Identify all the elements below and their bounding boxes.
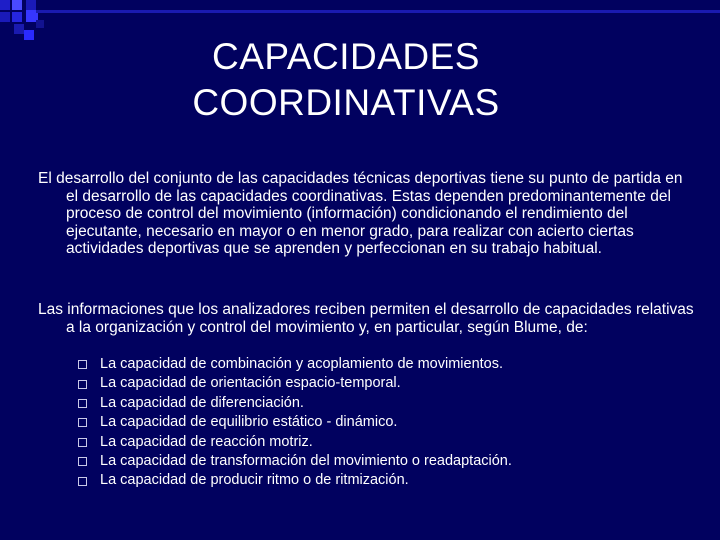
top-divider-line (36, 10, 720, 13)
list-item (78, 413, 512, 432)
list-item (78, 355, 512, 374)
title-line-1: CAPACIDADES (212, 36, 480, 77)
square-bullet-icon (78, 457, 87, 466)
list-item (78, 471, 512, 490)
list-item (78, 452, 512, 471)
list-item-text: La capacidad de combinación y acoplamiento de movimientos. (100, 356, 504, 372)
deco-square (12, 0, 22, 10)
square-bullet-icon (78, 360, 87, 369)
title-line-2: COORDINATIVAS (192, 82, 500, 123)
list-item (78, 394, 512, 413)
list-item-text: La capacidad de transformación del movimiento o readaptación. (100, 452, 512, 469)
deco-square (0, 12, 10, 22)
deco-square (26, 0, 36, 10)
square-bullet-icon (78, 477, 87, 486)
deco-square (12, 12, 22, 22)
deco-square (14, 24, 24, 34)
slide-title (0, 34, 692, 126)
paragraph-intro: El desarrollo del conjunto de las capacidades técnicas deportivas tiene su punto de partida en el desarrollo de las capacidades coordinativas. Estas dependen predominantemente del proceso de control del movimiento (información) condicionando el rendimiento del ejecutante, necesario en mayor o en menor grado, para realizar con acierto ciertas actividades deportivas que se aprenden y perfeccionan en su trabajo habitual. (38, 170, 683, 257)
deco-square (36, 20, 44, 28)
square-bullet-icon (78, 418, 87, 427)
list-item-text: La capacidad de reacción motriz. (100, 433, 313, 450)
list-item (78, 374, 512, 393)
list-item-text: La capacidad de orientación espacio-temporal. (100, 375, 401, 392)
list-item-text: La capacidad de equilibrio estático - dinámico. (100, 414, 398, 431)
list-item-text: La capacidad de producir ritmo o de ritmización. (100, 472, 409, 489)
list-item-text: La capacidad de diferenciación. (100, 394, 304, 411)
square-bullet-icon (78, 399, 87, 408)
square-bullet-icon (78, 438, 87, 447)
list-item (78, 433, 512, 452)
square-bullet-icon (78, 380, 87, 389)
deco-square (0, 0, 10, 10)
paragraph-informaciones: Las informaciones que los analizadores reciben permiten el desarrollo de capacidades relativas a la organización y control del movimiento y, en particular, según Blume, de: (38, 301, 694, 336)
capacities-list (78, 355, 512, 491)
